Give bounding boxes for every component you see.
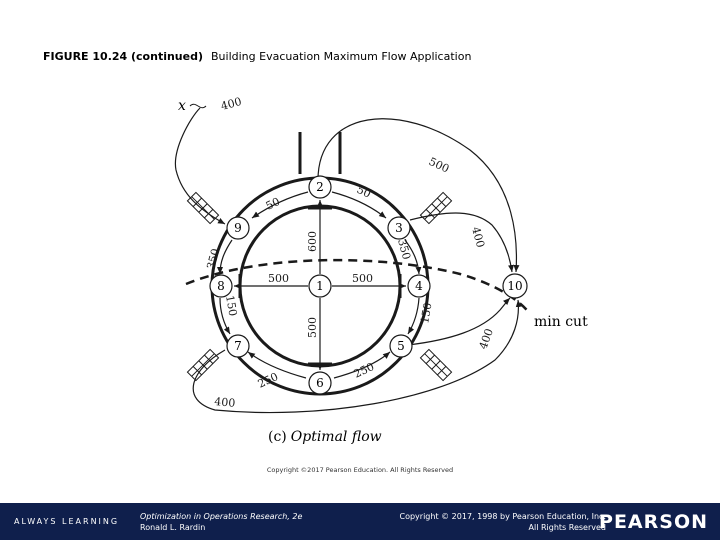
node-6-label: 6 bbox=[316, 376, 324, 390]
arc-label-2-10: 500 bbox=[426, 154, 452, 176]
subfigure-caption-text: Optimal flow bbox=[290, 429, 382, 445]
footer-copyright-line1: Copyright © 2017, 1998 by Pearson Education, Inc. bbox=[399, 512, 606, 521]
footer-copyright-line2: All Rights Reserved bbox=[528, 523, 606, 532]
arc-label-9-8: 350 bbox=[204, 247, 223, 271]
arc-label-1-6: 500 bbox=[306, 317, 319, 338]
source-x-tilde bbox=[190, 104, 206, 107]
footer-tagline: ALWAYS LEARNING bbox=[14, 517, 120, 526]
subfigure-caption-prefix: (c) bbox=[268, 429, 287, 445]
arc-label-2-3: 50 bbox=[354, 182, 373, 201]
node-7-label: 7 bbox=[234, 339, 242, 353]
node-1-label: 1 bbox=[316, 279, 324, 293]
source-x-label: x bbox=[178, 98, 186, 114]
node-9-label: 9 bbox=[234, 221, 242, 235]
arc-label-3-10: 400 bbox=[469, 225, 488, 250]
external-arcs bbox=[175, 108, 518, 413]
staircase-lower-left bbox=[187, 349, 218, 380]
arc-4-to-5 bbox=[408, 298, 419, 334]
staircase-lower-right bbox=[420, 349, 451, 380]
arc-label-7-10: 400 bbox=[213, 395, 236, 410]
arc-label-1-2: 600 bbox=[306, 231, 319, 252]
min-cut-label: min cut bbox=[534, 314, 588, 330]
arc-label-3-4: 350 bbox=[395, 237, 414, 262]
footer-copyright bbox=[400, 511, 607, 533]
node-8-label: 8 bbox=[217, 279, 225, 293]
arc-label-6-7: 250 bbox=[255, 370, 281, 391]
arc-2-to-10 bbox=[318, 119, 516, 272]
node-10 bbox=[503, 274, 527, 298]
node-3 bbox=[388, 217, 410, 239]
footer-bar bbox=[0, 503, 720, 540]
node-3-label: 3 bbox=[395, 221, 403, 235]
arc-label-1-4: 500 bbox=[352, 272, 373, 285]
footer-book-title: Optimization in Operations Research, 2e bbox=[140, 512, 303, 521]
arc-label-5-10: 400 bbox=[476, 326, 497, 352]
pearson-logo: PEARSON bbox=[599, 511, 708, 533]
node-5-label: 5 bbox=[397, 339, 405, 353]
arc-label-1-8: 500 bbox=[268, 272, 289, 285]
node-1 bbox=[309, 275, 331, 297]
copyright-notice: Copyright ©2017 Pearson Education. All Rights Reserved bbox=[266, 466, 454, 474]
staircase-upper-left bbox=[187, 192, 218, 223]
footer-book-info bbox=[140, 511, 302, 533]
node-10-label: 10 bbox=[507, 279, 523, 293]
node-9 bbox=[227, 217, 249, 239]
node-5 bbox=[390, 335, 412, 357]
figure-title: Building Evacuation Maximum Flow Application bbox=[211, 50, 472, 63]
footer-book-author: Ronald L. Rardin bbox=[140, 523, 206, 532]
arc-label-4-5: 150 bbox=[418, 301, 435, 325]
arc-label-2-9: 50 bbox=[263, 195, 282, 213]
node-2 bbox=[309, 176, 331, 198]
node-7 bbox=[227, 335, 249, 357]
arc-label-6-5: 250 bbox=[351, 360, 377, 381]
node-4-label: 4 bbox=[415, 279, 423, 293]
arc-label-8-7: 150 bbox=[223, 294, 240, 318]
staircase-upper-right bbox=[420, 192, 451, 223]
figure-number: FIGURE 10.24 (continued) bbox=[43, 50, 203, 63]
subfigure-caption bbox=[268, 429, 382, 445]
node-6 bbox=[309, 372, 331, 394]
arc-9-to-8 bbox=[220, 240, 232, 274]
node-2-label: 2 bbox=[316, 180, 324, 194]
node-4 bbox=[408, 275, 430, 297]
node-8 bbox=[210, 275, 232, 297]
arc-label-x-in: 400 bbox=[219, 94, 244, 113]
